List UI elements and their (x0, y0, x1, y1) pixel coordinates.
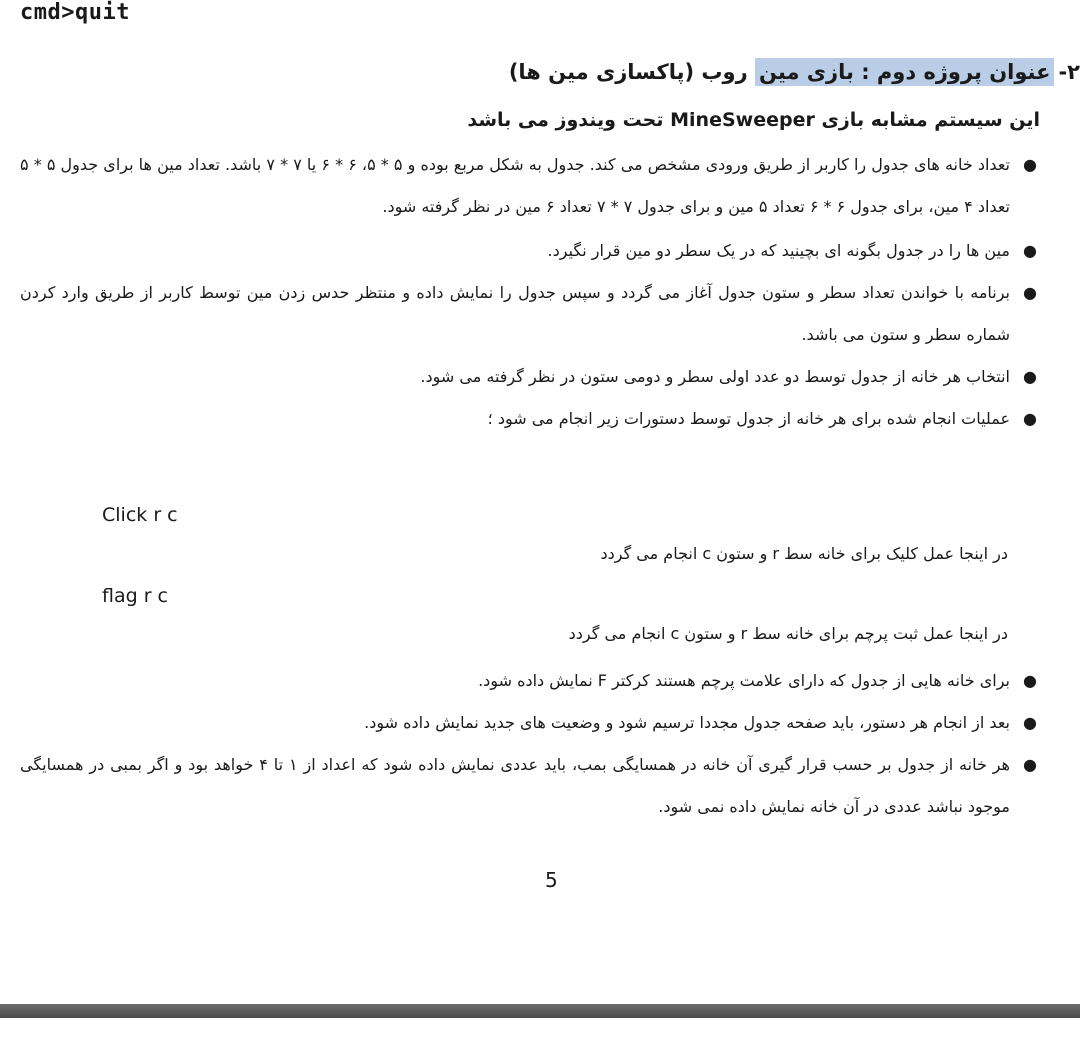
list-item-text: هر خانه از جدول بر حسب قرار گیری آن خانه در همسایگی بمب، باید عددی نمایش داده شود که اعداد از ۱ تا ۴ خواهد بود و اگر بمبی در همسایگی موجود نباشد عددی در آن خانه نمایش داده نمی شود. (20, 755, 1010, 816)
list-item-text: بعد از انجام هر دستور، باید صفحه جدول مجددا ترسیم شود و وضعیت های جدید نمایش داده شود. (364, 713, 1010, 732)
cmd-quit-line: cmd>quit (20, 0, 130, 25)
bullet-icon: ● (1023, 755, 1037, 774)
project-title (280, 50, 1080, 94)
bullet-icon: ● (1023, 241, 1037, 260)
bullet-icon: ● (1023, 671, 1037, 690)
click-command-syntax: Click r c (102, 504, 178, 526)
project-title-rest: روب (پاکسازی مین ها) (508, 60, 755, 84)
bullet-icon: ● (1023, 283, 1037, 302)
click-command-description: در اینجا عمل کلیک برای خانه سط r و ستون c انجام می گردد (600, 544, 1008, 563)
list-item (20, 398, 1040, 440)
list-item (20, 144, 1040, 228)
list-item-text: عملیات انجام شده برای هر خانه از جدول توسط دستورات زیر انجام می شود ؛ (487, 409, 1010, 428)
list-item (20, 702, 1040, 744)
list-item-text: انتخاب هر خانه از جدول توسط دو عدد اولی سطر و دومی ستون در نظر گرفته می شود. (420, 367, 1010, 386)
project-subtitle: این سیستم مشابه بازی MineSweeper تحت ویندوز می باشد (467, 109, 1040, 131)
flag-command-syntax: flag r c (102, 585, 169, 607)
bullet-icon: ● (1023, 155, 1037, 174)
requirements-list-continued (20, 660, 1040, 828)
list-item (20, 272, 1040, 356)
list-item (20, 660, 1040, 702)
list-item-text: تعداد خانه های جدول را کاربر از طریق ورودی مشخص می کند. جدول به شکل مربع بوده و ۵ * ۵، ۶ * ۶ یا ۷ * ۷ باشد. تعداد مین ها برای جدول ۵ * ۵ تعداد ۴ مین، برای جدول ۶ * ۶ تعداد ۵ مین و برای جدول ۷ * ۷ تعداد ۶ مین در نظر گرفته شود. (20, 155, 1011, 216)
project-title-highlighted: عنوان پروژه دوم : بازی مین (755, 58, 1054, 86)
requirements-list (20, 144, 1040, 440)
flag-command-description: در اینجا عمل ثبت پرچم برای خانه سط r و ستون c انجام می گردد (568, 624, 1008, 643)
page-number: 5 (545, 868, 558, 892)
bullet-icon: ● (1023, 409, 1037, 428)
bullet-icon: ● (1023, 713, 1037, 732)
list-item (20, 356, 1040, 398)
list-item (20, 744, 1040, 828)
project-title-number: ۲- (1058, 60, 1080, 84)
page-bottom-divider (0, 1004, 1080, 1018)
list-item-text: برنامه با خواندن تعداد سطر و ستون جدول آغاز می گردد و سپس جدول را نمایش داده و منتظر حدس زدن مین توسط کاربر از طریق وارد کردن شماره سطر و ستون می باشد. (20, 283, 1010, 344)
list-item (20, 230, 1040, 272)
list-item-text: برای خانه هایی از جدول که دارای علامت پرچم هستند کرکتر F نمایش داده شود. (478, 671, 1010, 690)
list-item-text: مین ها را در جدول بگونه ای بچینید که در یک سطر دو مین قرار نگیرد. (547, 241, 1010, 260)
bullet-icon: ● (1023, 367, 1037, 386)
